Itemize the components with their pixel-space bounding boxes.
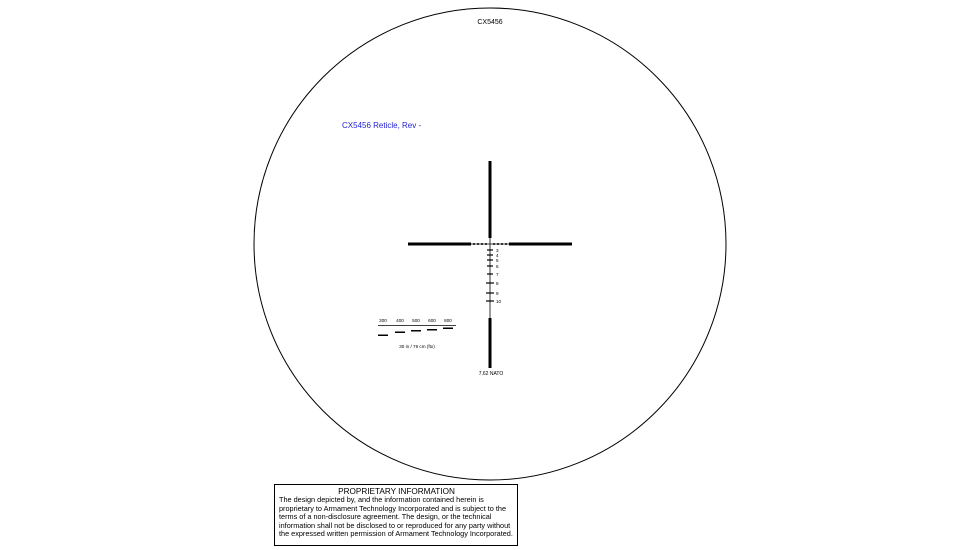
- target-size-label: 30 in / 76 cm (ftx): [399, 344, 435, 349]
- mil-dot: [493, 243, 495, 245]
- mil-dot: [501, 243, 503, 245]
- bdc-label: 5: [496, 258, 499, 263]
- notice-title: PROPRIETARY INFORMATION: [338, 487, 455, 496]
- range-bar: [411, 330, 421, 332]
- range-bar: [427, 329, 437, 331]
- reticle-title: CX5456 Reticle, Rev -: [342, 121, 422, 130]
- left-post: [408, 243, 471, 246]
- bdc-label: 10: [496, 299, 502, 304]
- range-label: 800: [444, 318, 452, 323]
- mil-dot: [481, 243, 483, 245]
- range-bar: [443, 328, 453, 330]
- range-label: 600: [428, 318, 436, 323]
- range-finder: [378, 318, 456, 349]
- range-label: 400: [396, 318, 404, 323]
- mil-dot: [505, 243, 507, 245]
- range-label: 300: [379, 318, 387, 323]
- range-bar: [378, 335, 388, 337]
- bdc-label: 4: [496, 253, 499, 258]
- bdc-label: 7: [496, 272, 499, 277]
- range-bar: [395, 332, 405, 334]
- right-post: [509, 243, 572, 246]
- range-label: 500: [412, 318, 420, 323]
- bdc-label: 8: [496, 281, 499, 286]
- mil-dot: [477, 243, 479, 245]
- bottom-post: [489, 318, 492, 368]
- bdc-label: 6: [496, 264, 499, 269]
- bdc-label: 9: [496, 291, 499, 296]
- mil-dot: [497, 243, 499, 245]
- drawing-header-label: CX5456: [477, 19, 503, 26]
- mil-dot: [485, 243, 487, 245]
- notice-body: The design depicted by, and the information contained herein is proprietary to Armament Technology Incorporated and is subject to the terms of a non-disclosure agreement. The design, or the technical information shall not be disclosed to or reproduced for any party without the expressed written permission of Armament Technology Incorporated.: [279, 495, 513, 539]
- top-post: [489, 161, 492, 238]
- bdc-label: 3: [496, 248, 499, 253]
- mil-dot: [473, 243, 475, 245]
- proprietary-notice: [274, 484, 518, 546]
- bdc-labels: [496, 248, 502, 304]
- caliber-label: 7.62 NATO: [478, 371, 504, 377]
